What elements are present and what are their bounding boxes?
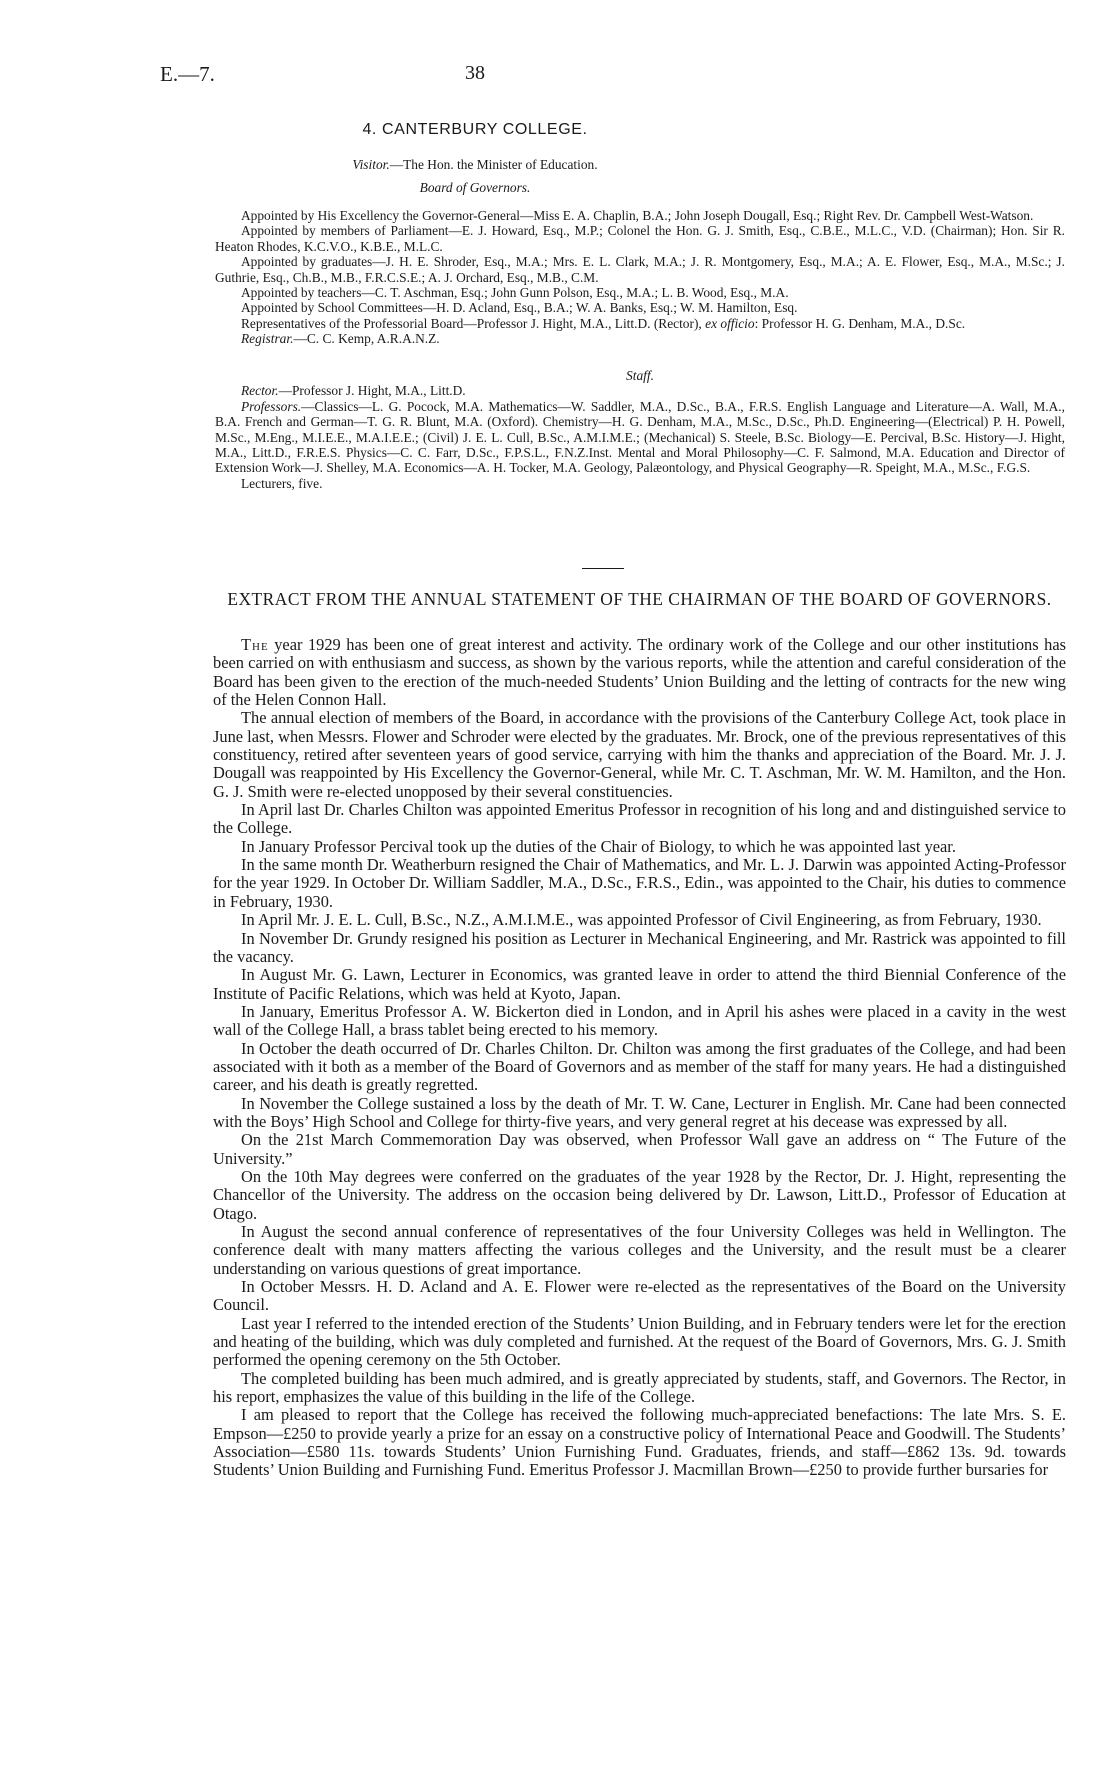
lecturers-line: Lecturers, five. [241, 475, 323, 491]
staff-heading: Staff. [626, 368, 654, 383]
professors-line [215, 399, 1065, 476]
section-title: 4. CANTERBURY COLLEGE. [362, 121, 588, 138]
board-item: Appointed by teachers—C. T. Aschman, Esq.; John Gunn Polson, Esq., M.A.; L. B. Wood, Esq., M.A. [241, 285, 789, 301]
staff-block [215, 368, 1065, 491]
visitor-line [160, 157, 790, 172]
board-item: Appointed by members of Parliament—E. J. Howard, Esq., M.P.; Colonel the Hon. G. J. Smith, Esq., C.B.E., M.L.C., V.D. (Chairman); Hon. Sir R. Heaton Rhodes, K.C.V.O., K.B.E., M.L.C. [215, 223, 1065, 254]
professors-text: —Classics—L. G. Pocock, M.A. Mathematics—W. Saddler, M.A., D.Sc., B.A., F.R.S. English Language and Literature—A. Wall, M.A., B.A. French and German—T. G. R. Blunt, M.A. (Oxford). Chemistry—H. G. Denham, M.A., M.Sc., D.Sc., Ph.D. Engineering—(Electrical) P. H. Powell, M.Sc., M.Eng., M.I.E.E., M.A.I.E.E.; (Civil) J. E. L. Cull, B.Sc., A.M.I.M.E.; (Mechanical) S. Steele, B.Sc. Biology—E. Percival, B.Sc. History—J. Hight, M.A., Litt.D., F.R.E.S. Physics—C. C. Farr, D.Sc., F.P.S.L., F.N.Z.Inst. Mental and Moral Philosophy—C. F. Salmond, M.A. Education and Director of Extension Work—J. Shelley, M.A. Economics—A. H. Tocker, M.A. Geology, Palæontology, and Physical Geography—R. Speight, M.A., M.Sc., F.G.S. [215, 398, 1065, 476]
rector-text: —Professor J. Hight, M.A., Litt.D. [278, 383, 466, 399]
professors-label: Professors. [241, 398, 302, 414]
paragraph: In August the second annual conference of representatives of the four University Colleges was held in Wellington. The conference dealt with many matters affecting the various colleges and the University, and the result must be a clearer understanding on various questions of great importance. [213, 1222, 1066, 1278]
paragraph: In April Mr. J. E. L. Cull, B.Sc., N.Z., A.M.I.M.E., was appointed Professor of Civil Engineering, as from February, 1930. [241, 910, 1042, 930]
board-item: Appointed by graduates—J. H. E. Shroder, Esq., M.A.; Mrs. E. L. Clark, M.A.; J. R. Montgomery, Esq., M.A.; A. E. Flower, Esq., M.A., M.Sc.; J. Guthrie, Esq., Ch.B., M.B., F.R.C.S.E.; A. J. Orchard, Esq., M.B., C.M. [215, 254, 1065, 285]
paragraph: In October the death occurred of Dr. Charles Chilton. Dr. Chilton was among the first graduates of the College, and had been associated with it both as a member of the Board of Governors and as member of the staff for many years. He had a distinguished career, and his death is greatly regretted. [213, 1038, 1066, 1095]
rector-line [215, 383, 1065, 398]
registrar-line [215, 331, 1065, 346]
ex-officio: ex officio [705, 315, 755, 331]
series-code: E.—7. [160, 62, 215, 86]
board-heading: Board of Governors. [419, 180, 531, 196]
paragraph: In August Mr. G. Lawn, Lecturer in Economics, was granted leave in order to attend the third Biennial Conference of the Institute of Pacific Relations, which was held at Kyoto, Japan. [213, 965, 1066, 1003]
running-head [160, 62, 1100, 90]
representatives-text: Representatives of the Professorial Board—Professor J. Hight, M.A., Litt.D. (Rector), [241, 315, 702, 331]
paragraph: In January Professor Percival took up the duties of the Chair of Biology, to which he was appointed last year. [241, 836, 956, 856]
paragraph: Last year I referred to the intended erection of the Students’ Union Building, and in February tenders were let for the erection and heating of the building, which was duly completed and furnished. At the request of the Board of Governors, Mrs. G. J. Smith performed the opening ceremony on the 5th October. [213, 1313, 1066, 1370]
paragraph: The completed building has been much admired, and is greatly appreciated by students, staff, and Governors. The Rector, in his report, emphasizes the value of this building in the life of the College. [213, 1368, 1066, 1407]
registrar-label: Registrar. [241, 331, 294, 347]
board-list [215, 208, 1065, 347]
paragraph: In November the College sustained a loss by the death of Mr. T. W. Cane, Lecturer in English. Mr. Cane had been connected with the Boys’ High School and College for thirty-five years, and very general regret at his decease was expressed by all. [213, 1093, 1066, 1131]
paragraph: In October Messrs. H. D. Acland and A. E. Flower were re-elected as the representatives of the Board on the University Council. [213, 1277, 1066, 1315]
paragraph: The annual election of members of the Board, in accordance with the provisions of the Canterbury College Act, took place in June last, when Messrs. Flower and Schroder were elected by the graduates. Mr. Brock, one of the previous representatives of this constituency, retired after seventeen years of good service, carrying with him the thanks and appreciation of the Board. Mr. J. J. Dougall was reappointed by His Excellency the Governor-General, while Mr. C. T. Aschman, Mr. W. M. Hamilton, and the Hon. G. J. Smith were re-elected unopposed by their several constituencies. [213, 708, 1066, 801]
paragraph: In April last Dr. Charles Chilton was appointed Emeritus Professor in recognition of his long and and distinguished service to the College. [213, 800, 1066, 838]
section-divider [582, 568, 624, 569]
visitor-text: —The Hon. the Minister of Education. [389, 157, 598, 172]
paragraph [213, 636, 1066, 709]
paragraph: On the 10th May degrees were conferred on the graduates of the year 1928 by the Rector, Dr. J. Hight, representing the Chancellor of the University. The address on the occasion being delivered by Dr. Lawson, Litt.D., Professor of Education at Otago. [213, 1166, 1066, 1223]
registrar-text: —C. C. Kemp, A.R.A.N.Z. [293, 331, 440, 347]
paragraph: On the 21st March Commemoration Day was observed, when Professor Wall gave an address on “ The Future of the University.” [213, 1130, 1066, 1168]
rector-label: Rector. [241, 383, 279, 399]
paragraph: In January, Emeritus Professor A. W. Bickerton died in London, and in April his ashes were placed in a cavity in the west wall of the College Hall, a brass tablet being erected to his memory. [213, 1001, 1066, 1040]
paragraph: In the same month Dr. Weatherburn resigned the Chair of Mathematics, and Mr. L. J. Darwin was appointed Acting-Professor for the year 1929. In October Dr. William Saddler, M.A., D.Sc., F.R.S., Edin., was appointed to the Chair, his duties to commence in February, 1930. [213, 855, 1066, 911]
board-item: Appointed by His Excellency the Governor-General—Miss E. A. Chaplin, B.A.; John Joseph Dougall, Esq.; Right Rev. Dr. Campbell West-Watson. [241, 208, 1034, 223]
paragraph-lead: The [241, 635, 269, 654]
visitor-label: Visitor. [352, 157, 390, 172]
board-item: Appointed by School Committees—H. D. Acland, Esq., B.A.; W. A. Banks, Esq.; W. M. Hamilton, Esq. [241, 300, 798, 316]
paragraph-text: year 1929 has been one of great interest and activity. The ordinary work of the College and our other institutions has been carried on with enthusiasm and success, as shown by the various reports, while the attention and careful consideration of the Board has been given to the erection of the much-needed Students’ Union Building and the letting of contracts for the new wing of the Helen Connon Hall. [213, 635, 1066, 710]
page-number: 38 [465, 62, 485, 84]
paragraph: I am pleased to report that the College has received the following much-appreciated benefactions: The late Mrs. S. E. Empson—£250 to provide yearly a prize for an essay on a constructive policy of International Peace and Goodwill. The Students’ Association—£580 11s. towards Students’ Union Furnishing Fund. Graduates, friends, and staff—£862 13s. 9d. towards Students’ Union Building and Furnishing Fund. Emeritus Professor J. Macmillan Brown—£250 to provide further bursaries for [213, 1405, 1066, 1480]
visitor-block [160, 157, 790, 196]
representatives-text-after: : Professor H. G. Denham, M.A., D.Sc. [754, 315, 966, 331]
representatives-line [215, 316, 1065, 331]
paragraph: In November Dr. Grundy resigned his position as Lecturer in Mechanical Engineering, and Mr. Rastrick was appointed to fill the vacancy. [213, 928, 1066, 966]
extract-title: EXTRACT FROM THE ANNUAL STATEMENT OF THE CHAIRMAN OF THE BOARD OF GOVERNORS. [227, 589, 1052, 609]
statement-body [213, 636, 1066, 1480]
